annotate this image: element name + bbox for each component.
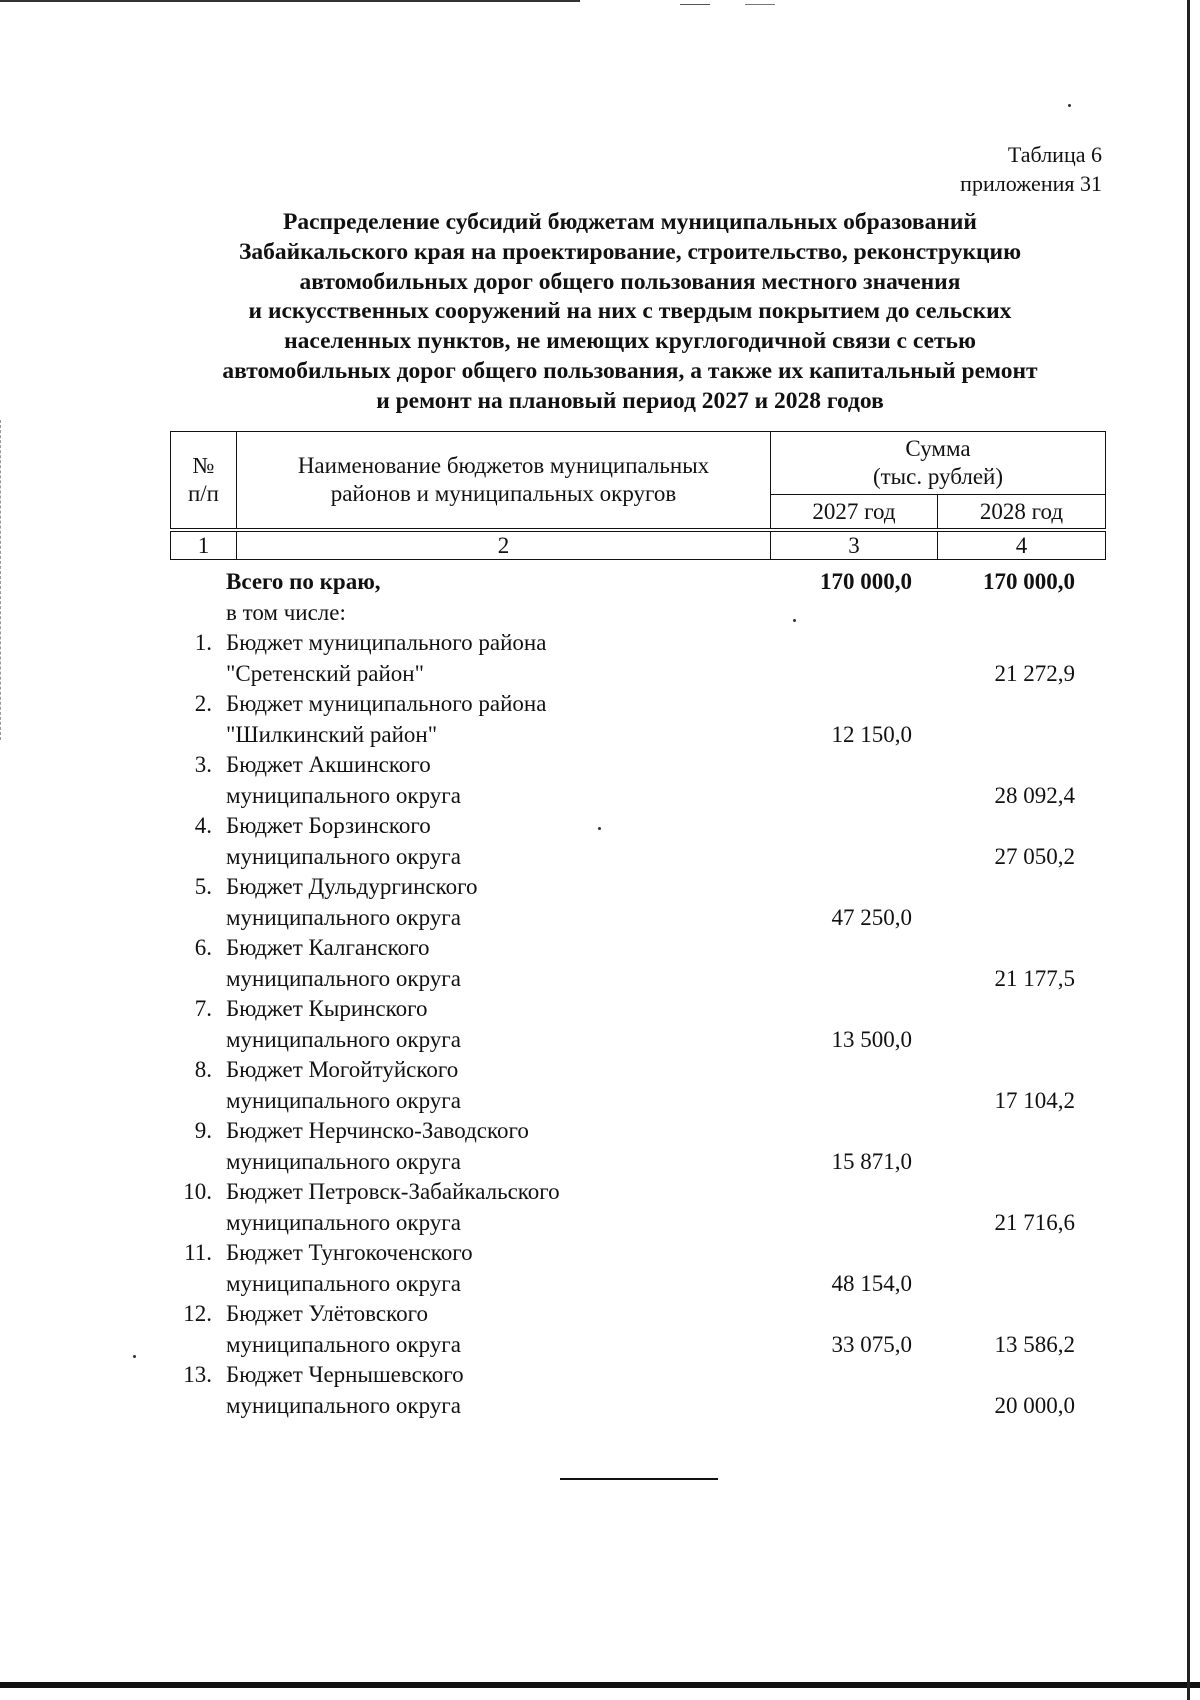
- row-name: Бюджет Чернышевского муниципального округа: [226, 1362, 464, 1418]
- row-value-2028: 21 177,5: [994, 965, 1075, 991]
- total-row: [170, 567, 1105, 598]
- column-index: 4: [938, 532, 1106, 560]
- row-value-2028: [912, 872, 1075, 933]
- row-name: Бюджет Могойтуйского муниципального округа: [226, 1057, 461, 1113]
- row-value-2027: 13 500,0: [831, 1026, 912, 1052]
- row-value-2027: [746, 1055, 912, 1116]
- row-number: 3.: [194, 752, 212, 777]
- row-value-2027: [746, 628, 912, 689]
- title-line: автомобильных дорог общего пользования, а также их капитальный ремонт: [222, 357, 1038, 384]
- row-number: 8.: [194, 1057, 212, 1082]
- appendix-note: [960, 140, 1102, 198]
- title-line: и ремонт на плановый период 2027 и 2028 годов: [376, 387, 884, 414]
- title-line: Распределение субсидий бюджетам муниципальных образований: [283, 209, 977, 235]
- including-label: в том числе:: [226, 599, 346, 625]
- row-name: Бюджет Борзинского муниципального округа: [226, 813, 461, 869]
- scan-speck: [133, 1355, 136, 1358]
- row-name: Бюджет Улётовского муниципального округа: [226, 1301, 461, 1357]
- row-value-2027: 12 150,0: [831, 721, 912, 747]
- row-name: Бюджет Тунгокоченского муниципального округа: [226, 1240, 473, 1296]
- header-sum-units: (тыс. рублей): [872, 464, 1004, 489]
- table-row: [170, 1116, 1105, 1177]
- row-name: Бюджет муниципального района "Шилкинский район": [226, 691, 547, 747]
- row-number: 9.: [194, 1118, 212, 1143]
- header-name-line: Наименование бюджетов муниципальных: [297, 453, 710, 478]
- scan-mark: [680, 4, 710, 5]
- column-index: 3: [771, 532, 938, 560]
- row-number: 1.: [194, 630, 212, 655]
- table-row: [170, 1360, 1105, 1421]
- row-number: 7.: [194, 996, 212, 1021]
- row-value-2027: 47 250,0: [831, 904, 912, 930]
- total-label: Всего по краю,: [226, 569, 381, 594]
- table-body: [170, 567, 1105, 1421]
- row-number: 11.: [184, 1240, 212, 1265]
- row-value-2028: [912, 994, 1075, 1055]
- table-row: [170, 994, 1105, 1055]
- header-name-column: [237, 432, 771, 529]
- column-index-row: [170, 531, 1106, 560]
- table-row: [170, 872, 1105, 933]
- table-row: [170, 750, 1105, 811]
- row-number: 12.: [183, 1301, 212, 1326]
- row-name: Бюджет муниципального района "Сретенский район": [226, 630, 547, 686]
- header-year-2027: 2027 год: [771, 495, 938, 529]
- header-sum-title: Сумма: [905, 436, 971, 461]
- row-value-2028: 21 272,9: [994, 660, 1075, 686]
- row-number: 2.: [194, 691, 212, 716]
- row-name: Бюджет Нерчинско-Заводского муниципального округа: [226, 1118, 529, 1174]
- table-row: [170, 689, 1105, 750]
- row-value-2027: 33 075,0: [831, 1331, 912, 1357]
- title-line: автомобильных дорог общего пользования местного значения: [299, 268, 961, 295]
- header-year-2028: 2028 год: [938, 495, 1106, 529]
- row-value-2028: 13 586,2: [994, 1331, 1075, 1357]
- header-number-abbr: п/п: [187, 481, 219, 506]
- scan-edge-top: [0, 0, 580, 2]
- row-number: 13.: [183, 1362, 212, 1387]
- row-value-2028: [912, 1238, 1075, 1299]
- row-value-2027: [746, 1177, 912, 1238]
- table-row: [170, 1299, 1105, 1360]
- row-value-2028: [912, 689, 1075, 750]
- table-row: [170, 933, 1105, 994]
- row-value-2028: [912, 1116, 1075, 1177]
- row-value-2028: 20 000,0: [994, 1392, 1075, 1418]
- scan-speck: [1068, 104, 1071, 107]
- document-title: [160, 208, 1100, 417]
- row-name: Бюджет Акшинского муниципального округа: [226, 752, 461, 808]
- row-value-2027: [746, 750, 912, 811]
- row-value-2027: [746, 811, 912, 872]
- title-line: Забайкальского края на проектирование, строительство, реконструкцию: [238, 238, 1022, 265]
- row-value-2028: 27 050,2: [994, 843, 1075, 869]
- column-index: 2: [237, 532, 771, 560]
- row-value-2028: 17 104,2: [994, 1087, 1075, 1113]
- row-number: 10.: [183, 1179, 212, 1204]
- table-header: [170, 431, 1106, 529]
- total-2027: 170 000,0: [820, 569, 912, 594]
- row-name: Бюджет Дульдургинского муниципального округа: [226, 874, 478, 930]
- header-sum-group: [771, 432, 1106, 495]
- header-number-column: [171, 432, 237, 529]
- row-name: Бюджет Кыринского муниципального округа: [226, 996, 461, 1052]
- total-2028: 170 000,0: [983, 569, 1075, 594]
- row-name: Бюджет Калганского муниципального округа: [226, 935, 461, 991]
- appendix-number: приложения 31: [960, 171, 1102, 196]
- row-number: 6.: [194, 935, 212, 960]
- table-row: [170, 628, 1105, 689]
- table-row: [170, 1177, 1105, 1238]
- scan-mark: [745, 4, 775, 5]
- end-of-document-line: [560, 1478, 718, 1480]
- row-value-2027: 48 154,0: [831, 1270, 912, 1296]
- scan-edge-right: [1187, 0, 1190, 1700]
- including-row: [170, 598, 1105, 629]
- scan-edge-bottom: [0, 1682, 1200, 1688]
- table-number: Таблица 6: [1007, 142, 1102, 167]
- table-row: [170, 811, 1105, 872]
- title-line: и искусственных сооружений на них с твердым покрытием до сельских: [248, 298, 1012, 325]
- row-number: 4.: [194, 813, 212, 838]
- title-line: населенных пунктов, не имеющих круглогодичной связи с сетью: [284, 328, 976, 355]
- header-number-symbol: №: [192, 453, 215, 478]
- row-number: 5.: [194, 874, 212, 899]
- header-name-line: районов и муниципальных округов: [330, 481, 677, 506]
- row-value-2028: 21 716,6: [994, 1209, 1075, 1235]
- row-value-2027: [746, 1360, 912, 1421]
- column-index: 1: [171, 532, 237, 560]
- row-value-2027: 15 871,0: [831, 1148, 912, 1174]
- row-value-2028: 28 092,4: [994, 782, 1075, 808]
- scan-edge-left: [0, 420, 2, 740]
- row-value-2027: [746, 933, 912, 994]
- table-row: [170, 1055, 1105, 1116]
- table-row: [170, 1238, 1105, 1299]
- row-name: Бюджет Петровск-Забайкальского муниципального округа: [226, 1179, 560, 1235]
